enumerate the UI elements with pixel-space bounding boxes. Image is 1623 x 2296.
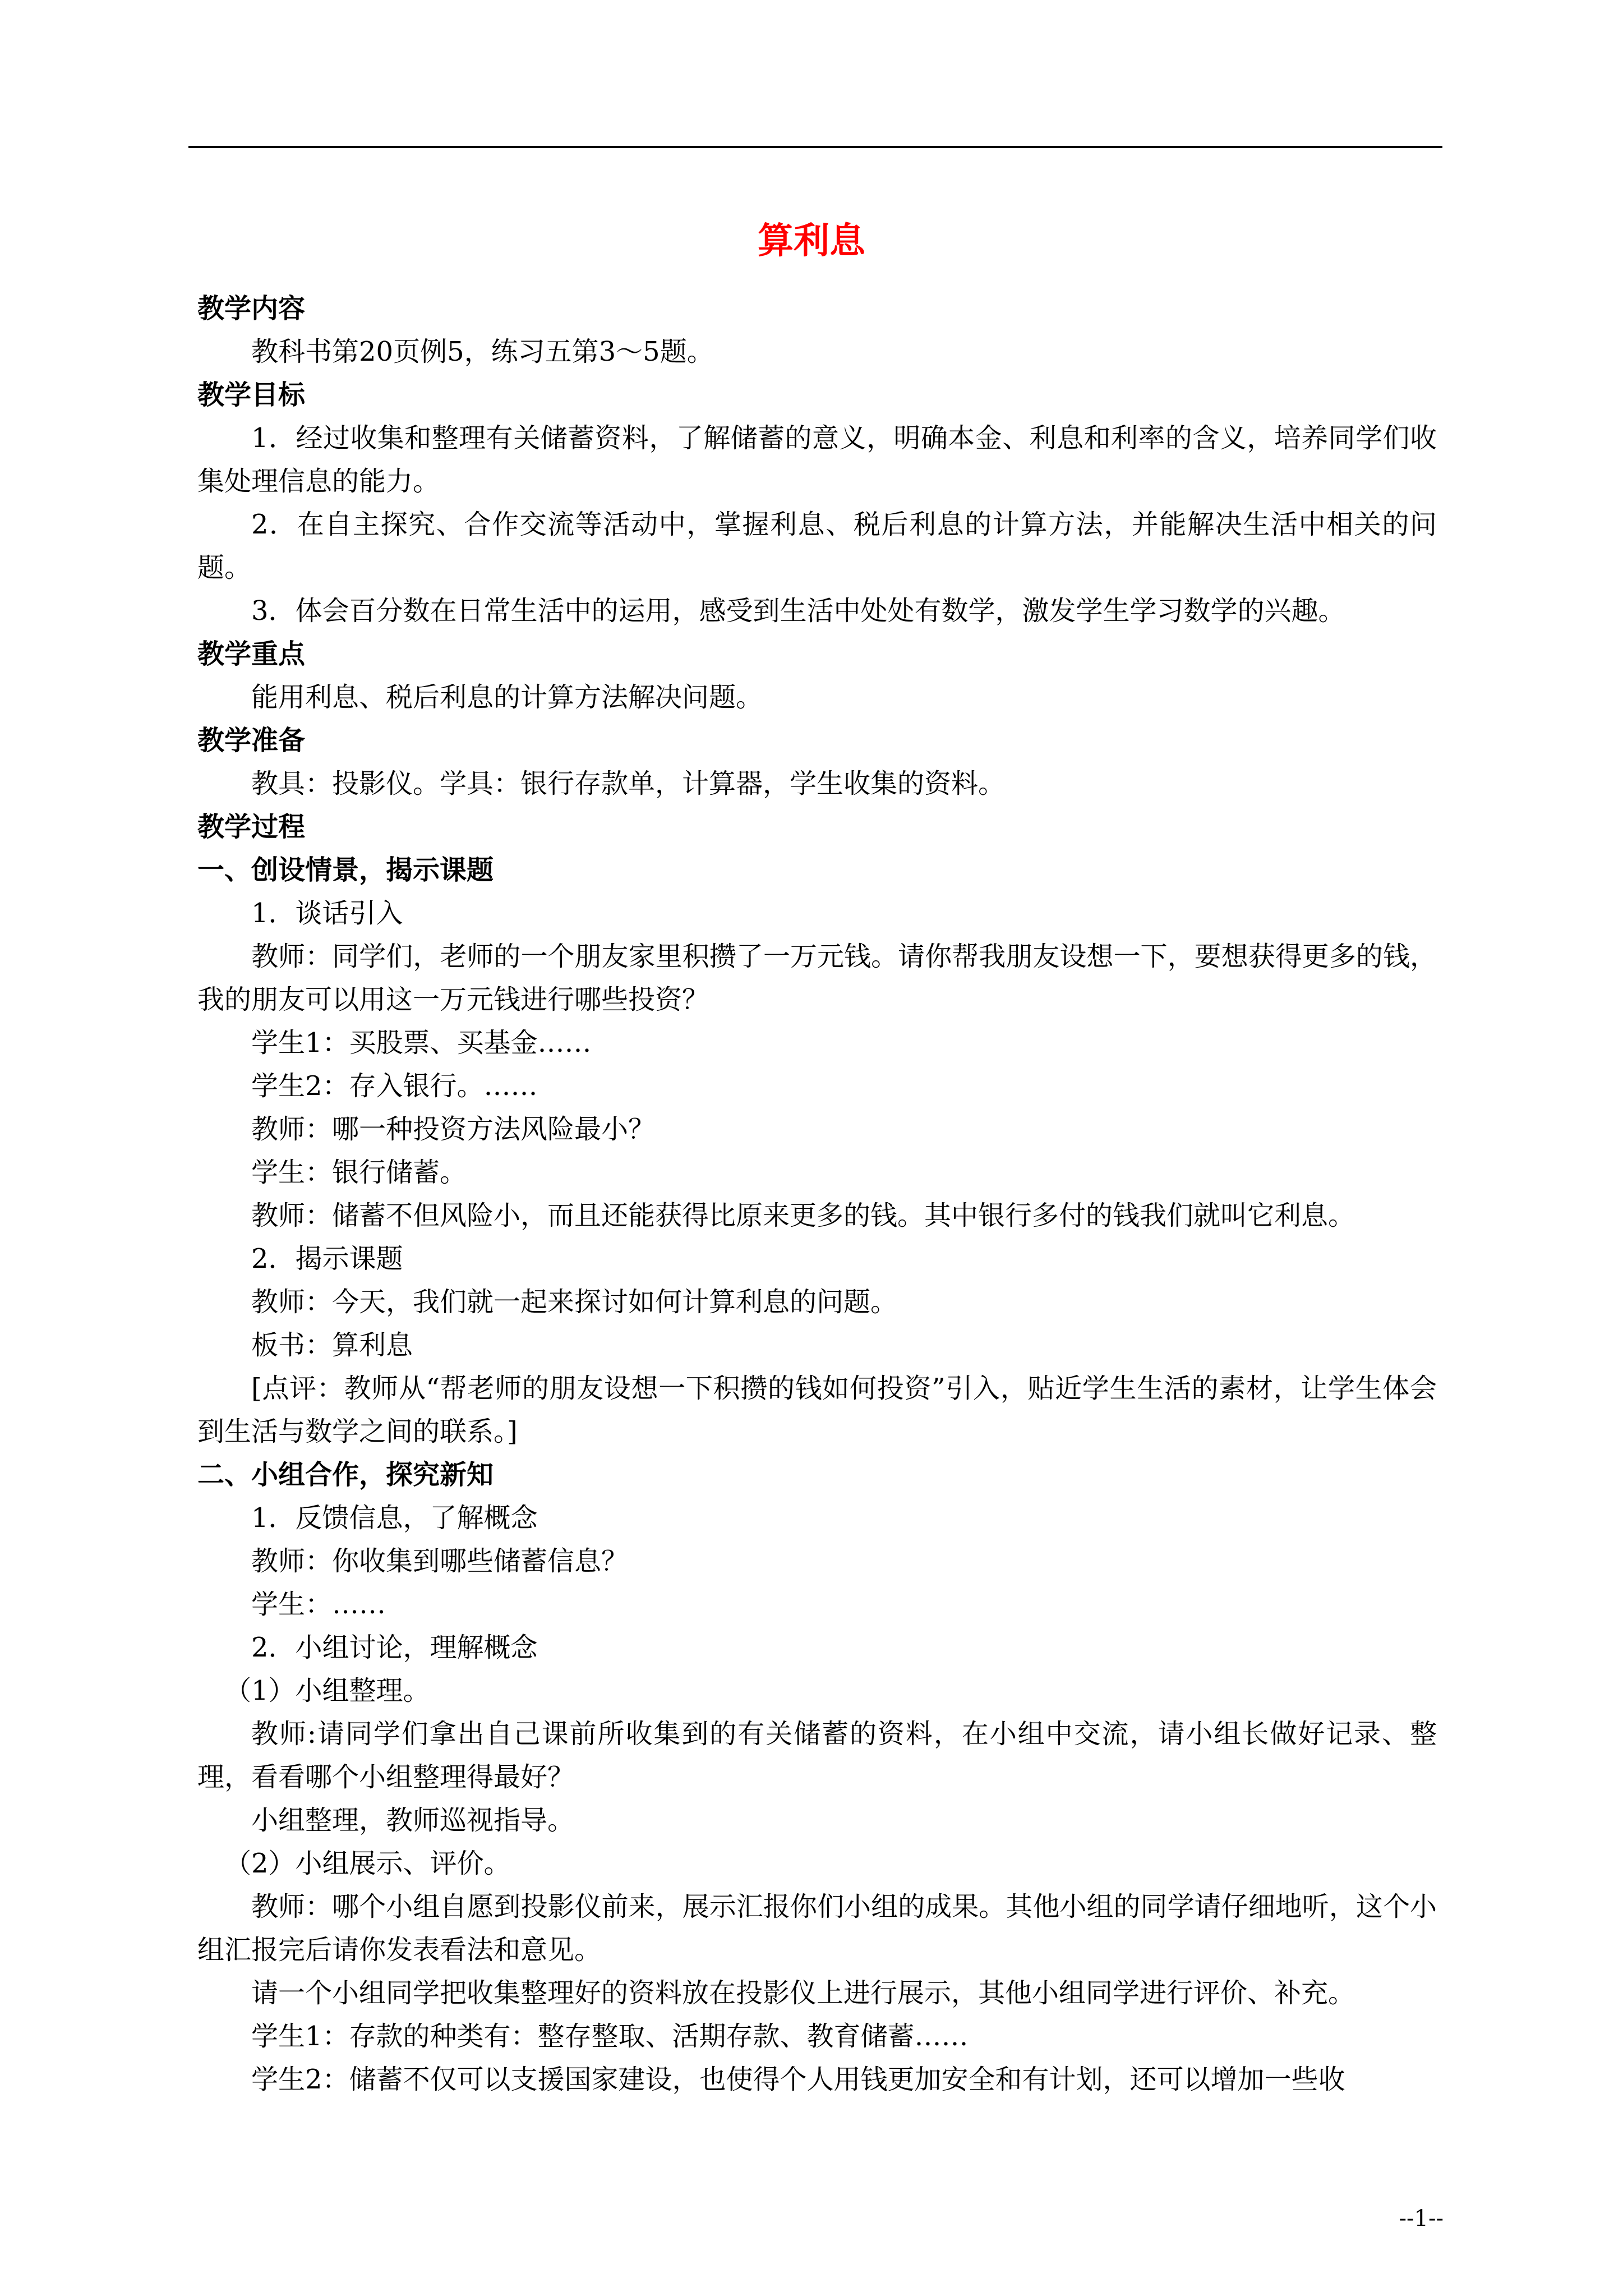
paragraph: （2）小组展示、评价。: [224, 1848, 511, 1879]
paragraph: 教师:请同学们拿出自己课前所收集到的有关储蓄的资料，在小组中交流，请小组长做好记录、整理，看看哪个小组整理得最好？: [197, 1718, 1437, 1793]
section-heading: 教学内容: [197, 293, 306, 324]
page-number: --1--: [1399, 2206, 1444, 2231]
paragraph: 2．在自主探究、合作交流等活动中，掌握利息、税后利息的计算方法，并能解决生活中相关的问题。: [197, 509, 1437, 583]
paragraph: 3．体会百分数在日常生活中的运用，感受到生活中处处有数学，激发学生学习数学的兴趣。: [251, 595, 1345, 627]
section-heading: 教学准备: [197, 725, 306, 756]
paragraph: 教师：储蓄不但风险小，而且还能获得比原来更多的钱。其中银行多付的钱我们就叫它利息。: [251, 1200, 1355, 1231]
paragraph: 教科书第20页例5，练习五第3～5题。: [251, 336, 714, 367]
paragraph: 教师：同学们，老师的一个朋友家里积攒了一万元钱。请你帮我朋友设想一下，要想获得更多的钱，我的朋友可以用这一万元钱进行哪些投资？: [197, 941, 1437, 1015]
paragraph: 教师：哪一种投资方法风险最小？: [251, 1114, 656, 1145]
paragraph: 教师：哪个小组自愿到投影仪前来，展示汇报你们小组的成果。其他小组的同学请仔细地听，这个小组汇报完后请你发表看法和意见。: [197, 1891, 1437, 1966]
paragraph: [点评：教师从“帮老师的朋友设想一下积攒的钱如何投资”引入，贴近学生生活的素材，让学生体会到生活与数学之间的联系。]: [197, 1373, 1437, 1447]
paragraph: 教具：投影仪。学具：银行存款单，计算器，学生收集的资料。: [251, 768, 1006, 799]
paragraph: 1．经过收集和整理有关储蓄资料，了解储蓄的意义，明确本金、利息和利率的含义，培养同学们收集处理信息的能力。: [197, 422, 1437, 497]
section-heading: 教学目标: [197, 379, 306, 411]
paragraph: 教师：今天，我们就一起来探讨如何计算利息的问题。: [251, 1286, 898, 1318]
paragraph: 学生：……: [251, 1589, 386, 1620]
paragraph: 小组整理，教师巡视指导。: [251, 1805, 575, 1836]
document-body: [197, 287, 1437, 2101]
header-rule: [188, 146, 1442, 148]
paragraph: 请一个小组同学把收集整理好的资料放在投影仪上进行展示，其他小组同学进行评价、补充。: [251, 1977, 1355, 2009]
paragraph: 1．反馈信息，了解概念: [251, 1502, 538, 1534]
paragraph: （1）小组整理。: [224, 1675, 430, 1706]
section-heading: 教学重点: [197, 638, 306, 670]
paragraph: 学生2：存入银行。……: [251, 1070, 538, 1102]
paragraph: 教师：你收集到哪些储蓄信息？: [251, 1545, 629, 1577]
section-heading: 二、小组合作，探究新知: [197, 1459, 494, 1490]
paragraph: 学生：银行储蓄。: [251, 1157, 467, 1188]
paragraph: 能用利息、税后利息的计算方法解决问题。: [251, 682, 763, 713]
paragraph: 学生2：储蓄不仅可以支援国家建设，也使得个人用钱更加安全和有计划，还可以增加一些收: [251, 2064, 1345, 2095]
paragraph: 学生1：存款的种类有：整存整取、活期存款、教育储蓄……: [251, 2021, 969, 2052]
paragraph: 1．谈话引入: [251, 898, 403, 929]
section-heading: 教学过程: [197, 811, 306, 843]
paragraph: 2．小组讨论，理解概念: [251, 1632, 538, 1663]
document-title: 算利息: [758, 220, 865, 262]
paragraph: 学生1：买股票、买基金……: [251, 1027, 592, 1059]
paragraph: 2．揭示课题: [251, 1243, 403, 1274]
paragraph: 板书：算利息: [251, 1329, 413, 1361]
section-heading: 一、创设情景，揭示课题: [197, 854, 494, 886]
